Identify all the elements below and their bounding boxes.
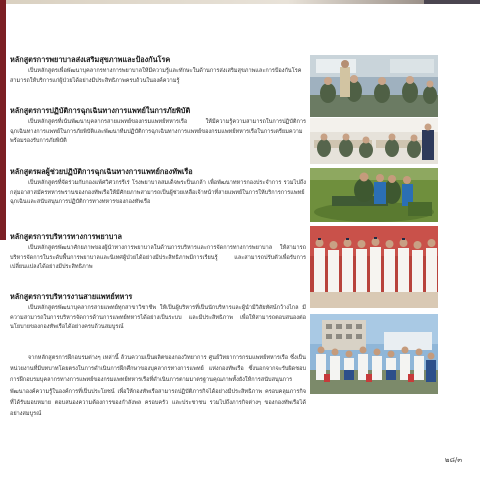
section-health-promotion <box>10 55 306 86</box>
left-edge-bar <box>0 0 6 240</box>
section-heading: หลักสูตรการบริหารงานสายแพทย์ทหาร <box>10 292 133 301</box>
section-heading: หลักสูตรผลผู้ช่วยปฏิบัติการฉุกเฉินทางการแพทย์กองทัพเรือ <box>10 167 193 176</box>
section-disaster-emergency <box>10 106 306 147</box>
section-body: เป็นหลักสูตรพัฒนาศักยภาพของผู้นำทางการพยาบาลในด้านการบริหารและการจัดการทางการพยาบาล ให้สามารถบริหารจัดการในระดับพื้นการพยาบาลและนิเทศผู้ป่วยได้อย่างมีประสิทธิภาพมีการเรียนรู้ และสามารถปรับตัวเพื่อรับการเปลี่ยนแปลงได้อย่างมีประสิทธิภาพ <box>10 245 306 271</box>
photo-outdoor-group <box>310 314 438 394</box>
section-body: เป็นหลักสูตรพัฒนาบุคลากรสายแพทย์ทุกสาขาวิชาชีพ ให้เป็นผู้บริหารที่เป็นนักบริหารและผู้นำมีวิสัยทัศน์กว้างไกล มีความสามารถในการบริหารจัดการด้านการแพทย์ทหารได้อย่างเป็นระบบ และมีประสิทธิภาพ เพื่อให้สามารถตอบสนองต่อนโยบายของกองทัพเรือได้อย่างครบถ้วนสมบูรณ์ <box>10 305 306 331</box>
page-number: ๒๘/๓ <box>444 456 462 464</box>
closing-section <box>10 353 306 420</box>
top-decorative-strip <box>0 0 480 4</box>
section-military-medical-admin <box>10 292 306 333</box>
photo-classroom <box>310 55 438 117</box>
section-heading: หลักสูตรการบริหารทางการพยาบาล <box>10 232 122 241</box>
closing-paragraph: จากหลักสูตรการฝึกอบรมต่างๆ เหล่านี้ ล้วนความเป็นผลิตของกองวิทยาการ ศูนย์วิทยาการกรมแพทย์ทหารเรือ ซึ่งเป็นหน่วยงานที่มีบทบาทโดยตรงในการดำเนินการฝึกศึกษาของบุคลากรทางการแพทย์ แห่งกองทัพเรือ ซึ่งนอกจากจะรับผิดชอบการฝึกอบรมบุคลากรทางการแพทย์ของกรมแพทย์ทหารเรือที่ดำเนินการตามมาตรฐานคุณภาพทั้งยังให้การสนับสนุนการพัฒนาองค์ความรู้ในองค์การที่เป็นประโยชน์ เพื่อให้กองทัพเรือสามารถปฏิบัติภารกิจได้อย่างมีประสิทธิภาพ ครอบคลุมภารกิจที่ได้รับมอบหมาย ตอบสนองความต้องการของกำลังพล ครอบครัว และประชาชน รวมไปถึงภารกิจต่างๆ ของกองทัพเรือได้อย่างสมบูรณ์ <box>10 355 306 418</box>
section-body: เป็นหลักสูตรเพื่อพัฒนาบุคลากรทางการพยาบาลให้มีความรู้และทักษะในด้านการส่งเสริมสุขภาพและการป้องกันโรค สามารถให้บริการแก่ผู้ป่วยได้อย่างมีประสิทธิภาพครบถ้วนในองค์ความรู้ <box>10 68 302 84</box>
photo-nurses-group <box>310 226 438 308</box>
section-nursing-administration <box>10 232 306 273</box>
photo-training-tables <box>310 118 438 164</box>
section-heading: หลักสูตรการพยาบาลส่งเสริมสุขภาพและป้องกันโรค <box>10 55 171 64</box>
section-body: เป็นหลักสูตรที่เน้นพัฒนาบุคลากรสายแพทย์ของกรมแพทย์ทหารเรือ ให้มีความรู้ความสามารถในการปฏิบัติการฉุกเฉินทางการแพทย์ในการภัยพิบัติและพัฒนาทีมปฏิบัติการฉุกเฉินทางการแพทย์ของกรมแพทย์ทหารเรือในการเตรียมความพร้อมรองรับการภัยพิบัติ <box>10 119 306 145</box>
section-body: เป็นหลักสูตรที่จัดร่วมกับกองแพ้ศวิศวกรรีเร่ โรงพยาบาลสมเด็จพระปิ่นเกล้า เพื่อพัฒนาทหารกองประจำการ รวมไปถึงกลุ่มอาสาสมัครทหารพรานของกองทัพเรือให้มีศักยภาพสามารถเป็นผู้ช่วยเหลือเจ้าหน้าที่สายแพทย์ในการให้บริการการแพทย์ฉุกเฉินและสนับสนุนการปฏิบัติการทางทหารของกองทัพเรือ <box>10 180 306 206</box>
section-heading: หลักสูตรการปฏิบัติการฉุกเฉินทางการแพทย์ในการภัยพิบัติ <box>10 106 191 115</box>
top-right-corner-bar <box>424 0 480 4</box>
section-emergency-assistant <box>10 167 306 208</box>
photo-field-first-aid <box>310 168 438 222</box>
